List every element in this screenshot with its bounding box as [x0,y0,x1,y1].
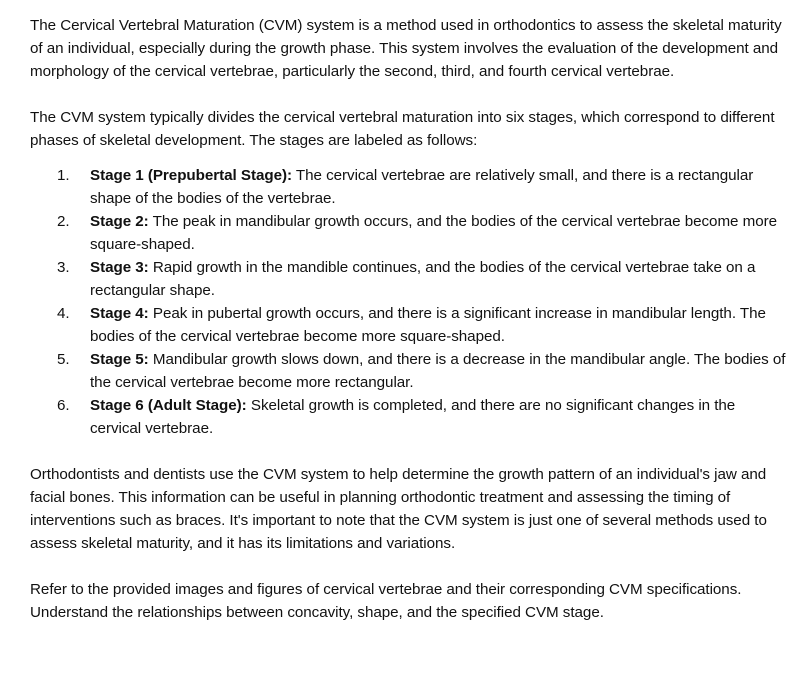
paragraph-spacer [30,440,790,463]
list-item-text: Rapid growth in the mandible continues, and the bodies of the cervical vertebrae take on a rectangular shape. [90,259,756,299]
list-item-number: 4. [57,305,70,322]
list-item-term: Stage 6 (Adult Stage): [90,397,247,414]
stages-intro-paragraph: The CVM system typically divides the cervical vertebral maturation into six stages, which correspond to different phases of skeletal development. The stages are labeled as follows: [30,109,775,149]
list-item-term: Stage 3: [90,259,149,276]
list-item-text: Peak in pubertal growth occurs, and there is a significant increase in mandibular length. The bodies of the cervical vertebrae become more square-shaped. [90,305,766,345]
list-item [30,394,790,440]
list-item [30,164,790,210]
list-item-number: 6. [57,397,70,414]
list-item-term: Stage 1 (Prepubertal Stage): [90,167,292,184]
list-item-term: Stage 4: [90,305,149,322]
list-item [30,302,790,348]
paragraph-spacer [30,83,790,106]
list-item-text: Mandibular growth slows down, and there is a decrease in the mandibular angle. The bodies of the cervical vertebrae become more rectangular. [90,351,786,391]
list-item-number: 3. [57,259,70,276]
intro-paragraph: The Cervical Vertebral Maturation (CVM) system is a method used in orthodontics to assess the skeletal maturity of an individual, especially during the growth phase. This system involves the evaluation of the development and morphology of the cervical vertebrae, particularly the second, third, and fourth cervical vertebrae. [30,17,782,80]
list-item-term: Stage 2: [90,213,149,230]
list-item [30,348,790,394]
list-item-text: Skeletal growth is completed, and there are no significant changes in the cervical vertebrae. [90,397,736,437]
list-item-number: 5. [57,351,70,368]
document-body [30,14,790,624]
list-item-number: 1. [57,167,70,184]
list-item-number: 2. [57,213,70,230]
stages-list [30,164,790,440]
list-item [30,256,790,302]
list-item-text: The cervical vertebrae are relatively small, and there is a rectangular shape of the bodies of the vertebrae. [90,167,754,207]
instruction-paragraph: Refer to the provided images and figures of cervical vertebrae and their corresponding CVM specifications. Understand the relationships between concavity, shape, and the specified CVM stage. [30,581,742,621]
usage-paragraph: Orthodontists and dentists use the CVM system to help determine the growth pattern of an individual's jaw and facial bones. This information can be useful in planning orthodontic treatment and assessing the timing of interventions such as braces. It's important to note that the CVM system is just one of several methods used to assess skeletal maturity, and it has its limitations and variations. [30,466,767,552]
list-item [30,210,790,256]
list-item-text: The peak in mandibular growth occurs, and the bodies of the cervical vertebrae become more square-shaped. [90,213,778,253]
paragraph-spacer [30,555,790,578]
list-item-term: Stage 5: [90,351,149,368]
